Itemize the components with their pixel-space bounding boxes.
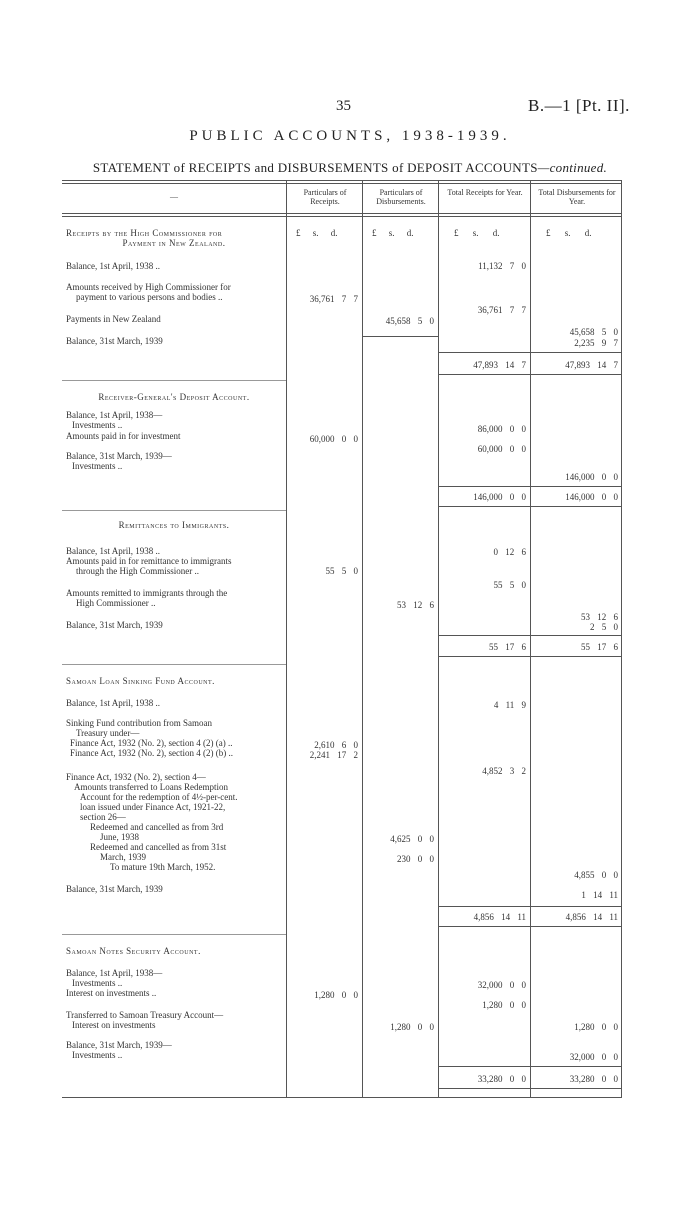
row-label: Amounts paid in for investment xyxy=(66,431,181,441)
table-bottom-rule xyxy=(62,1097,622,1098)
col-rule-total-r xyxy=(438,180,439,1098)
section-title: Payment in New Zealand. xyxy=(122,238,226,248)
total-disbursements: 33,280 0 0 xyxy=(569,1074,618,1084)
header-total-receipts: Total Receipts for Year. xyxy=(447,188,523,197)
row-label: Finance Act, 1932 (No. 2), section 4 (2) (b) .. xyxy=(70,748,233,758)
total-rule xyxy=(438,374,622,375)
row-label: Investments .. xyxy=(72,978,123,988)
total-rule xyxy=(438,1088,622,1089)
cell-total-disbursements: 45,658 5 0 xyxy=(569,327,618,337)
row-label: Balance, 1st April, 1938— xyxy=(66,410,163,420)
total-disbursements: 47,893 14 7 xyxy=(565,360,618,370)
row-label: Balance, 31st March, 1939 xyxy=(66,620,163,630)
total-receipts: 47,893 14 7 xyxy=(473,360,526,370)
total-receipts: 146,000 0 0 xyxy=(473,492,526,502)
row-label: Redeemed and cancelled as from 3rd xyxy=(90,822,224,832)
cell-particulars-disbursements: 4,625 0 0 xyxy=(390,834,434,844)
header-rule-2 xyxy=(62,216,622,217)
page-number: 35 xyxy=(336,98,351,114)
unit-total-receipts: £ s. d. xyxy=(454,228,500,238)
cell-particulars-receipts: 36,761 7 7 xyxy=(309,294,358,304)
deposit-accounts-table xyxy=(62,180,622,1098)
sub-rule xyxy=(362,336,438,337)
row-label: Balance, 31st March, 1939 xyxy=(66,884,163,894)
total-rule xyxy=(438,1066,622,1067)
header-particulars-disbursements: Particulars of Disbursements. xyxy=(376,188,426,206)
cell-particulars-receipts: 1,280 0 0 xyxy=(314,990,358,1000)
cell-total-disbursements: 1,280 0 0 xyxy=(574,1022,618,1032)
row-label: Balance, 31st March, 1939— xyxy=(66,451,172,461)
cell-total-disbursements: 146,000 0 0 xyxy=(565,472,618,482)
cell-particulars-receipts: 2,241 17 2 xyxy=(309,750,358,760)
row-label: Finance Act, 1932 (No. 2), section 4 (2) (a) .. xyxy=(70,738,233,748)
row-label: Investments .. xyxy=(72,1050,123,1060)
cell-particulars-receipts: 55 5 0 xyxy=(325,566,358,576)
section-title: Samoan Notes Security Account. xyxy=(66,946,201,956)
header-particulars-receipts: Particulars of Receipts. xyxy=(303,188,347,206)
cell-total-receipts: 60,000 0 0 xyxy=(477,444,526,454)
cell-particulars-receipts: 2,610 6 0 xyxy=(314,740,358,750)
section-title: Receiver-General's Deposit Account. xyxy=(98,392,250,402)
subtitle-continued: —continued. xyxy=(537,160,608,175)
row-label: Finance Act, 1932 (No. 2), section 4— xyxy=(66,772,206,782)
total-receipts: 33,280 0 0 xyxy=(477,1074,526,1084)
cell-total-disbursements: 2,235 9 7 xyxy=(574,338,618,348)
table-right-rule xyxy=(621,180,622,1098)
cell-particulars-receipts: 60,000 0 0 xyxy=(309,434,358,444)
row-label: To mature 19th March, 1952. xyxy=(110,862,216,872)
row-label: High Commissioner .. xyxy=(76,598,156,608)
table-top-rule-2 xyxy=(62,183,622,184)
cell-total-receipts: 0 12 6 xyxy=(493,547,526,557)
section-title: Receipts by the High Commissioner for xyxy=(66,228,223,238)
row-label: Balance, 1st April, 1938 .. xyxy=(66,261,160,271)
row-label: Balance, 1st April, 1938— xyxy=(66,968,163,978)
section-separator xyxy=(62,380,286,381)
cell-total-disbursements: 32,000 0 0 xyxy=(569,1052,618,1062)
total-rule xyxy=(438,352,622,353)
row-label: payment to various persons and bodies .. xyxy=(76,292,223,302)
subtitle-main: STATEMENT of RECEIPTS and DISBURSEMENTS of DEPOSIT ACCOUNTS xyxy=(92,160,538,175)
cell-total-receipts: 55 5 0 xyxy=(493,580,526,590)
page-title: PUBLIC ACCOUNTS, 1938-1939. xyxy=(189,128,511,144)
total-rule xyxy=(438,656,622,657)
header-description: — xyxy=(170,192,178,201)
header-rule xyxy=(62,213,622,214)
row-label: Sinking Fund contribution from Samoan xyxy=(66,718,212,728)
cell-total-receipts: 36,761 7 7 xyxy=(477,305,526,315)
total-receipts: 4,856 14 11 xyxy=(473,912,526,922)
unit-disb: £ s. d. xyxy=(372,228,414,238)
row-label: Balance, 1st April, 1938 .. xyxy=(66,546,160,556)
total-disbursements: 146,000 0 0 xyxy=(565,492,618,502)
cell-particulars-disbursements: 1,280 0 0 xyxy=(390,1022,434,1032)
total-rule xyxy=(438,635,622,636)
section-title: Samoan Loan Sinking Fund Account. xyxy=(66,676,215,686)
row-label: loan issued under Finance Act, 1921-22, xyxy=(80,802,226,812)
col-rule-disb xyxy=(362,180,363,1098)
row-label: Interest on investments xyxy=(72,1020,156,1030)
cell-particulars-disbursements: 230 0 0 xyxy=(397,854,434,864)
cell-total-disbursements: 2 5 0 xyxy=(590,622,618,632)
row-label: Amounts remitted to immigrants through the xyxy=(66,588,228,598)
total-rule xyxy=(438,506,622,507)
row-label: Amounts paid in for remittance to immigrants xyxy=(66,556,232,566)
row-label: Investments .. xyxy=(72,420,123,430)
cell-total-receipts: 4,852 3 2 xyxy=(482,766,526,776)
total-disbursements: 55 17 6 xyxy=(581,642,618,652)
cell-total-receipts: 1,280 0 0 xyxy=(482,1000,526,1010)
col-rule-total-d xyxy=(530,180,531,1098)
statement-subtitle xyxy=(0,160,700,176)
col-rule-receipts xyxy=(286,180,287,1098)
cell-total-disbursements: 1 14 11 xyxy=(581,890,618,900)
cell-total-receipts: 4 11 9 xyxy=(493,700,526,710)
row-label: Treasury under— xyxy=(76,728,140,738)
total-rule xyxy=(438,486,622,487)
cell-total-receipts: 11,132 7 0 xyxy=(478,261,526,271)
row-label: Balance, 31st March, 1939— xyxy=(66,1040,172,1050)
row-label: Interest on investments .. xyxy=(66,988,157,998)
total-disbursements: 4,856 14 11 xyxy=(565,912,618,922)
unit-receipts: £ s. d. xyxy=(296,228,338,238)
header-total-disbursements: Total Disbursements for Year. xyxy=(538,188,616,206)
cell-total-disbursements: 4,855 0 0 xyxy=(574,870,618,880)
row-label: Payments in New Zealand xyxy=(66,314,161,324)
total-rule xyxy=(438,926,622,927)
total-receipts: 55 17 6 xyxy=(489,642,526,652)
row-label: June, 1938 xyxy=(100,832,139,842)
row-label: Amounts transferred to Loans Redemption xyxy=(74,782,228,792)
row-label: Amounts received by High Commissioner for xyxy=(66,282,231,292)
section-separator xyxy=(62,510,286,511)
total-rule xyxy=(438,906,622,907)
cell-total-receipts: 32,000 0 0 xyxy=(477,980,526,990)
row-label: section 26— xyxy=(80,812,126,822)
section-separator xyxy=(62,664,286,665)
table-top-rule xyxy=(62,180,622,181)
row-label: Balance, 31st March, 1939 xyxy=(66,336,163,346)
section-title: Remittances to Immigrants. xyxy=(118,520,230,530)
row-label: Investments .. xyxy=(72,461,123,471)
cell-total-disbursements: 53 12 6 xyxy=(581,612,618,622)
row-label: Transferred to Samoan Treasury Account— xyxy=(66,1010,224,1020)
row-label: through the High Commissioner .. xyxy=(76,566,199,576)
page-reference: B.—1 [Pt. II]. xyxy=(528,96,630,115)
row-label: Account for the redemption of 4½-per-cent. xyxy=(80,792,238,802)
cell-total-receipts: 86,000 0 0 xyxy=(477,424,526,434)
row-label: Redeemed and cancelled as from 31st xyxy=(90,842,227,852)
cell-particulars-disbursements: 45,658 5 0 xyxy=(385,316,434,326)
cell-particulars-disbursements: 53 12 6 xyxy=(397,600,434,610)
unit-total-disb: £ s. d. xyxy=(546,228,592,238)
row-label: March, 1939 xyxy=(100,852,146,862)
section-separator xyxy=(62,934,286,935)
row-label: Balance, 1st April, 1938 .. xyxy=(66,698,160,708)
